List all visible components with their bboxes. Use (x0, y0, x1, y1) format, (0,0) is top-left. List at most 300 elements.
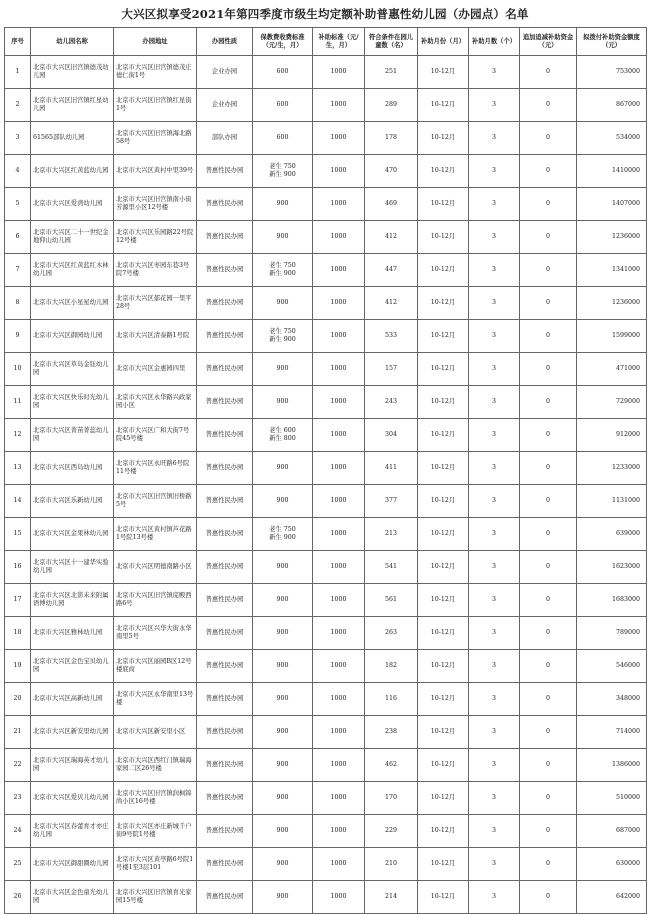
table-row (5, 122, 647, 155)
cell-school-type: 普惠性民办园 (197, 155, 253, 188)
cell-serial-number: 11 (5, 386, 31, 419)
cell-allocation-amount: 471000 (577, 353, 647, 386)
table-row (5, 716, 647, 749)
cell-month-count: 3 (469, 89, 520, 122)
cell-child-count: 289 (365, 89, 418, 122)
cell-subsidy-standard: 1000 (313, 782, 365, 815)
cell-month-count: 3 (469, 584, 520, 617)
cell-fee-standard: 900 (253, 815, 313, 848)
cell-school-type: 普惠性民办园 (197, 287, 253, 320)
cell-subsidy-months: 10-12月 (418, 56, 469, 89)
cell-month-count: 3 (469, 617, 520, 650)
cell-address: 北京市大兴区旧宫镇润枫锦尚小区16号楼 (114, 782, 197, 815)
cell-kindergarten-name: 北京市大兴区御园幼儿园 (31, 320, 114, 353)
cell-adjustment-amount: 0 (520, 188, 577, 221)
cell-allocation-amount: 1623000 (577, 551, 647, 584)
cell-serial-number: 6 (5, 221, 31, 254)
cell-kindergarten-name: 北京市大兴区金色宝贝幼儿园 (31, 650, 114, 683)
cell-subsidy-months: 10-12月 (418, 782, 469, 815)
cell-allocation-amount: 789000 (577, 617, 647, 650)
cell-fee-standard: 600 (253, 89, 313, 122)
cell-serial-number: 3 (5, 122, 31, 155)
cell-school-type: 普惠性民办园 (197, 551, 253, 584)
header-school-type: 办园性质 (197, 28, 253, 56)
cell-fee-standard: 900 (253, 551, 313, 584)
cell-subsidy-months: 10-12月 (418, 221, 469, 254)
cell-fee-standard: 老生 750 新生 900 (253, 155, 313, 188)
cell-month-count: 3 (469, 221, 520, 254)
cell-subsidy-standard: 1000 (313, 716, 365, 749)
cell-child-count: 214 (365, 881, 418, 914)
cell-address: 北京市大兴区黄村镇芦花路1号院13号楼 (114, 518, 197, 551)
table-row (5, 419, 647, 452)
cell-address: 北京市大兴区明德南路小区 (114, 551, 197, 584)
cell-subsidy-standard: 1000 (313, 122, 365, 155)
cell-serial-number: 1 (5, 56, 31, 89)
cell-fee-standard: 900 (253, 584, 313, 617)
cell-month-count: 3 (469, 485, 520, 518)
cell-child-count: 541 (365, 551, 418, 584)
cell-kindergarten-name: 北京市大兴区新安里幼儿园 (31, 716, 114, 749)
cell-subsidy-months: 10-12月 (418, 452, 469, 485)
cell-subsidy-months: 10-12月 (418, 584, 469, 617)
cell-allocation-amount: 729000 (577, 386, 647, 419)
cell-address: 北京市大兴区旧宫镇德茂庄德仁街1号 (114, 56, 197, 89)
table-row (5, 650, 647, 683)
cell-serial-number: 20 (5, 683, 31, 716)
cell-subsidy-standard: 1000 (313, 287, 365, 320)
cell-kindergarten-name: 北京市大兴区爱湾幼儿园 (31, 188, 114, 221)
cell-subsidy-standard: 1000 (313, 419, 365, 452)
cell-allocation-amount: 1599000 (577, 320, 647, 353)
cell-allocation-amount: 753000 (577, 56, 647, 89)
cell-fee-standard: 老生 750 新生 900 (253, 254, 313, 287)
table-row (5, 254, 647, 287)
table-row (5, 386, 647, 419)
cell-address: 北京市大兴区旧宫镇红星街1号 (114, 89, 197, 122)
header-kindergarten-name: 幼儿园名称 (31, 28, 114, 56)
header-subsidy-standard: 补助标准（元/生，月） (313, 28, 365, 56)
table-header-row (5, 28, 647, 56)
cell-month-count: 3 (469, 551, 520, 584)
cell-child-count: 263 (365, 617, 418, 650)
cell-school-type: 普惠性民办园 (197, 650, 253, 683)
header-allocation-amount: 拟拨付补助资金额度（元） (577, 28, 647, 56)
cell-month-count: 3 (469, 254, 520, 287)
cell-adjustment-amount: 0 (520, 848, 577, 881)
cell-school-type: 普惠性民办园 (197, 188, 253, 221)
cell-address: 北京市大兴区西红门镇瑞海家园二区26号楼 (114, 749, 197, 782)
cell-fee-standard: 600 (253, 122, 313, 155)
kindergarten-table (4, 27, 647, 914)
cell-serial-number: 26 (5, 881, 31, 914)
cell-kindergarten-name: 北京市大兴区西岛幼儿园 (31, 452, 114, 485)
cell-serial-number: 25 (5, 848, 31, 881)
cell-serial-number: 14 (5, 485, 31, 518)
cell-child-count: 469 (365, 188, 418, 221)
cell-adjustment-amount: 0 (520, 716, 577, 749)
cell-school-type: 普惠性民办园 (197, 584, 253, 617)
cell-subsidy-months: 10-12月 (418, 287, 469, 320)
header-month-count: 补助月数（个） (469, 28, 520, 56)
cell-kindergarten-name: 北京市大兴区高新幼儿园 (31, 683, 114, 716)
cell-fee-standard: 900 (253, 452, 313, 485)
cell-fee-standard: 900 (253, 287, 313, 320)
cell-month-count: 3 (469, 122, 520, 155)
cell-child-count: 213 (365, 518, 418, 551)
table-row (5, 617, 647, 650)
cell-month-count: 3 (469, 848, 520, 881)
cell-address: 北京市大兴区旧宫镇旧桥路5号 (114, 485, 197, 518)
cell-month-count: 3 (469, 386, 520, 419)
table-row (5, 749, 647, 782)
cell-subsidy-months: 10-12月 (418, 155, 469, 188)
cell-subsidy-standard: 1000 (313, 56, 365, 89)
cell-serial-number: 17 (5, 584, 31, 617)
cell-serial-number: 18 (5, 617, 31, 650)
table-row (5, 188, 647, 221)
cell-subsidy-months: 10-12月 (418, 551, 469, 584)
cell-address: 北京市大兴区永旺路6号院11号楼 (114, 452, 197, 485)
cell-subsidy-months: 10-12月 (418, 122, 469, 155)
cell-subsidy-standard: 1000 (313, 551, 365, 584)
cell-school-type: 普惠性民办园 (197, 320, 253, 353)
cell-adjustment-amount: 0 (520, 221, 577, 254)
cell-subsidy-standard: 1000 (313, 815, 365, 848)
cell-fee-standard: 900 (253, 749, 313, 782)
cell-kindergarten-name: 北京市大兴区乐新幼儿园 (31, 485, 114, 518)
cell-child-count: 304 (365, 419, 418, 452)
cell-address: 北京市大兴区旧宫镇育光家园15号楼 (114, 881, 197, 914)
cell-adjustment-amount: 0 (520, 584, 577, 617)
cell-fee-standard: 老生 750 新生 900 (253, 320, 313, 353)
cell-adjustment-amount: 0 (520, 320, 577, 353)
cell-subsidy-standard: 1000 (313, 848, 365, 881)
cell-school-type: 普惠性民办园 (197, 386, 253, 419)
cell-month-count: 3 (469, 419, 520, 452)
cell-serial-number: 24 (5, 815, 31, 848)
cell-fee-standard: 老生 600 新生 800 (253, 419, 313, 452)
cell-fee-standard: 600 (253, 56, 313, 89)
cell-month-count: 3 (469, 782, 520, 815)
cell-subsidy-months: 10-12月 (418, 881, 469, 914)
cell-school-type: 普惠性民办园 (197, 782, 253, 815)
cell-subsidy-months: 10-12月 (418, 320, 469, 353)
cell-adjustment-amount: 0 (520, 386, 577, 419)
cell-address: 北京市大兴区永华南里13号楼 (114, 683, 197, 716)
cell-adjustment-amount: 0 (520, 782, 577, 815)
cell-adjustment-amount: 0 (520, 551, 577, 584)
cell-allocation-amount: 1341000 (577, 254, 647, 287)
cell-adjustment-amount: 0 (520, 683, 577, 716)
cell-subsidy-standard: 1000 (313, 485, 365, 518)
cell-allocation-amount: 630000 (577, 848, 647, 881)
cell-school-type: 普惠性民办园 (197, 716, 253, 749)
cell-school-type: 普惠性民办园 (197, 518, 253, 551)
table-row (5, 518, 647, 551)
cell-child-count: 116 (365, 683, 418, 716)
cell-fee-standard: 900 (253, 716, 313, 749)
cell-child-count: 411 (365, 452, 418, 485)
cell-school-type: 普惠性民办园 (197, 221, 253, 254)
cell-allocation-amount: 1386000 (577, 749, 647, 782)
cell-subsidy-months: 10-12月 (418, 518, 469, 551)
cell-address: 北京市大兴区旧宫镇庑殿西路6号 (114, 584, 197, 617)
cell-allocation-amount: 714000 (577, 716, 647, 749)
cell-adjustment-amount: 0 (520, 353, 577, 386)
table-row (5, 287, 647, 320)
cell-kindergarten-name: 北京市大兴区金色童光幼儿园 (31, 881, 114, 914)
cell-address: 北京市大兴区兴华大街永华南里5号 (114, 617, 197, 650)
cell-adjustment-amount: 0 (520, 485, 577, 518)
cell-kindergarten-name: 北京市大兴区旧宫镇红星幼儿园 (31, 89, 114, 122)
table-row (5, 452, 647, 485)
cell-subsidy-standard: 1000 (313, 452, 365, 485)
cell-serial-number: 22 (5, 749, 31, 782)
cell-allocation-amount: 639000 (577, 518, 647, 551)
cell-child-count: 533 (365, 320, 418, 353)
cell-subsidy-months: 10-12月 (418, 419, 469, 452)
cell-month-count: 3 (469, 650, 520, 683)
table-row (5, 782, 647, 815)
cell-fee-standard: 900 (253, 221, 313, 254)
cell-adjustment-amount: 0 (520, 881, 577, 914)
cell-subsidy-standard: 1000 (313, 188, 365, 221)
cell-address: 北京市大兴区永华路兴政家园小区 (114, 386, 197, 419)
cell-child-count: 182 (365, 650, 418, 683)
cell-allocation-amount: 534000 (577, 122, 647, 155)
cell-adjustment-amount: 0 (520, 617, 577, 650)
cell-fee-standard: 900 (253, 353, 313, 386)
cell-allocation-amount: 912000 (577, 419, 647, 452)
cell-school-type: 部队办园 (197, 122, 253, 155)
table-row (5, 584, 647, 617)
cell-address: 北京市大兴区枣园东巷3号院7号楼 (114, 254, 197, 287)
cell-serial-number: 23 (5, 782, 31, 815)
cell-address: 北京市大兴区旧宫镇海北路58号 (114, 122, 197, 155)
cell-kindergarten-name: 北京市大兴区草岛金钰幼儿园 (31, 353, 114, 386)
cell-child-count: 470 (365, 155, 418, 188)
cell-child-count: 210 (365, 848, 418, 881)
header-child-count: 符合条件在园儿童数（名） (365, 28, 418, 56)
page-title: 大兴区拟享受2021年第四季度市级生均定额补助普惠性幼儿园（办园点）名单 (121, 7, 529, 21)
cell-serial-number: 8 (5, 287, 31, 320)
cell-address: 北京市大兴区广和大街7号院45号楼 (114, 419, 197, 452)
cell-allocation-amount: 510000 (577, 782, 647, 815)
cell-kindergarten-name: 北京市大兴区旧宫镇德茂幼儿园 (31, 56, 114, 89)
cell-allocation-amount: 1236000 (577, 287, 647, 320)
cell-subsidy-standard: 1000 (313, 221, 365, 254)
cell-adjustment-amount: 0 (520, 749, 577, 782)
cell-kindergarten-name: 北京市大兴区快乐时光幼儿园 (31, 386, 114, 419)
cell-kindergarten-name: 北京市大兴区红黄蓝红木林幼儿园 (31, 254, 114, 287)
table-row (5, 89, 647, 122)
cell-subsidy-months: 10-12月 (418, 617, 469, 650)
cell-adjustment-amount: 0 (520, 155, 577, 188)
cell-subsidy-months: 10-12月 (418, 89, 469, 122)
cell-month-count: 3 (469, 683, 520, 716)
cell-month-count: 3 (469, 287, 520, 320)
cell-school-type: 普惠性民办园 (197, 617, 253, 650)
cell-address: 北京市大兴区乐园路22号院12号楼 (114, 221, 197, 254)
cell-school-type: 普惠性民办园 (197, 254, 253, 287)
table-row (5, 881, 647, 914)
cell-month-count: 3 (469, 881, 520, 914)
cell-subsidy-standard: 1000 (313, 89, 365, 122)
cell-allocation-amount: 1233000 (577, 452, 647, 485)
cell-fee-standard: 900 (253, 617, 313, 650)
cell-child-count: 462 (365, 749, 418, 782)
cell-allocation-amount: 1236000 (577, 221, 647, 254)
cell-kindergarten-name: 北京市大兴区十一建华实验幼儿园 (31, 551, 114, 584)
cell-month-count: 3 (469, 188, 520, 221)
cell-serial-number: 13 (5, 452, 31, 485)
cell-school-type: 普惠性民办园 (197, 485, 253, 518)
cell-adjustment-amount: 0 (520, 56, 577, 89)
cell-subsidy-months: 10-12月 (418, 683, 469, 716)
cell-address: 北京市大兴区亦庄新城千户街9号院1号楼 (114, 815, 197, 848)
cell-month-count: 3 (469, 155, 520, 188)
table-row (5, 551, 647, 584)
cell-subsidy-standard: 1000 (313, 155, 365, 188)
cell-adjustment-amount: 0 (520, 287, 577, 320)
cell-subsidy-months: 10-12月 (418, 716, 469, 749)
cell-adjustment-amount: 0 (520, 815, 577, 848)
header-subsidy-months: 补助月份（月） (418, 28, 469, 56)
cell-subsidy-months: 10-12月 (418, 188, 469, 221)
cell-child-count: 238 (365, 716, 418, 749)
cell-serial-number: 4 (5, 155, 31, 188)
cell-serial-number: 7 (5, 254, 31, 287)
cell-fee-standard: 900 (253, 485, 313, 518)
cell-kindergarten-name: 北京市大兴区雅林幼儿园 (31, 617, 114, 650)
cell-kindergarten-name: 北京市大兴区北影未来附属语博幼儿园 (31, 584, 114, 617)
cell-month-count: 3 (469, 518, 520, 551)
cell-subsidy-months: 10-12月 (418, 485, 469, 518)
cell-serial-number: 2 (5, 89, 31, 122)
cell-fee-standard: 900 (253, 881, 313, 914)
cell-month-count: 3 (469, 320, 520, 353)
cell-subsidy-standard: 1000 (313, 386, 365, 419)
cell-subsidy-standard: 1000 (313, 650, 365, 683)
table-row (5, 815, 647, 848)
cell-kindergarten-name: 北京市大兴区红黄蓝幼儿园 (31, 155, 114, 188)
cell-address: 北京市大兴区丽园B区12号楼底商 (114, 650, 197, 683)
cell-allocation-amount: 348000 (577, 683, 647, 716)
table-row (5, 485, 647, 518)
cell-child-count: 377 (365, 485, 418, 518)
cell-fee-standard: 老生 750 新生 900 (253, 518, 313, 551)
cell-fee-standard: 900 (253, 386, 313, 419)
cell-subsidy-standard: 1000 (313, 683, 365, 716)
cell-month-count: 3 (469, 56, 520, 89)
cell-address: 北京市大兴区黄亭路6号院1号楼1至3层101 (114, 848, 197, 881)
table-row (5, 320, 647, 353)
cell-kindergarten-name: 北京市大兴区春蕾育才亦庄幼儿园 (31, 815, 114, 848)
cell-school-type: 普惠性民办园 (197, 815, 253, 848)
cell-child-count: 412 (365, 221, 418, 254)
cell-kindergarten-name: 61565部队幼儿园 (31, 122, 114, 155)
table-row (5, 221, 647, 254)
cell-school-type: 普惠性民办园 (197, 452, 253, 485)
cell-fee-standard: 900 (253, 650, 313, 683)
cell-fee-standard: 900 (253, 848, 313, 881)
cell-serial-number: 16 (5, 551, 31, 584)
cell-subsidy-standard: 1000 (313, 617, 365, 650)
cell-adjustment-amount: 0 (520, 419, 577, 452)
cell-allocation-amount: 1410000 (577, 155, 647, 188)
cell-allocation-amount: 642000 (577, 881, 647, 914)
cell-kindergarten-name: 北京市大兴区小星星幼儿园 (31, 287, 114, 320)
cell-adjustment-amount: 0 (520, 254, 577, 287)
cell-child-count: 178 (365, 122, 418, 155)
cell-child-count: 229 (365, 815, 418, 848)
table-row (5, 56, 647, 89)
cell-child-count: 243 (365, 386, 418, 419)
cell-fee-standard: 900 (253, 683, 313, 716)
cell-child-count: 157 (365, 353, 418, 386)
cell-allocation-amount: 546000 (577, 650, 647, 683)
cell-serial-number: 19 (5, 650, 31, 683)
cell-subsidy-months: 10-12月 (418, 815, 469, 848)
cell-subsidy-standard: 1000 (313, 353, 365, 386)
cell-subsidy-standard: 1000 (313, 584, 365, 617)
table-row (5, 353, 647, 386)
cell-serial-number: 21 (5, 716, 31, 749)
cell-adjustment-amount: 0 (520, 650, 577, 683)
cell-allocation-amount: 1407000 (577, 188, 647, 221)
cell-kindergarten-name: 北京市大兴区菁苗菁蕊幼儿园 (31, 419, 114, 452)
cell-kindergarten-name: 北京市大兴区二十一世纪金地仰山幼儿园 (31, 221, 114, 254)
cell-serial-number: 9 (5, 320, 31, 353)
cell-child-count: 251 (365, 56, 418, 89)
cell-month-count: 3 (469, 749, 520, 782)
cell-subsidy-months: 10-12月 (418, 650, 469, 683)
cell-subsidy-months: 10-12月 (418, 848, 469, 881)
cell-school-type: 普惠性民办园 (197, 683, 253, 716)
cell-subsidy-months: 10-12月 (418, 254, 469, 287)
cell-child-count: 170 (365, 782, 418, 815)
cell-child-count: 561 (365, 584, 418, 617)
header-address: 办园地址 (114, 28, 197, 56)
cell-subsidy-months: 10-12月 (418, 386, 469, 419)
cell-kindergarten-name: 北京市大兴区瑞海英才幼儿园 (31, 749, 114, 782)
cell-child-count: 412 (365, 287, 418, 320)
cell-adjustment-amount: 0 (520, 89, 577, 122)
cell-school-type: 企业办园 (197, 56, 253, 89)
cell-school-type: 普惠性民办园 (197, 848, 253, 881)
header-adjustment-amount: 追加追减补助资金（元） (520, 28, 577, 56)
cell-school-type: 普惠性民办园 (197, 353, 253, 386)
cell-subsidy-months: 10-12月 (418, 353, 469, 386)
cell-subsidy-standard: 1000 (313, 320, 365, 353)
cell-subsidy-standard: 1000 (313, 881, 365, 914)
table-row (5, 848, 647, 881)
cell-serial-number: 10 (5, 353, 31, 386)
cell-address: 北京市大兴区新安里小区 (114, 716, 197, 749)
cell-allocation-amount: 687000 (577, 815, 647, 848)
cell-address: 北京市大兴区金惠园四里 (114, 353, 197, 386)
header-serial-number: 序号 (5, 28, 31, 56)
header-fee-standard: 保教费收费标准（元/生，月） (253, 28, 313, 56)
cell-address: 北京市大兴区郁花园一里平28号 (114, 287, 197, 320)
cell-school-type: 普惠性民办园 (197, 419, 253, 452)
cell-allocation-amount: 1131000 (577, 485, 647, 518)
cell-school-type: 普惠性民办园 (197, 749, 253, 782)
cell-serial-number: 12 (5, 419, 31, 452)
cell-fee-standard: 900 (253, 782, 313, 815)
cell-allocation-amount: 1683000 (577, 584, 647, 617)
